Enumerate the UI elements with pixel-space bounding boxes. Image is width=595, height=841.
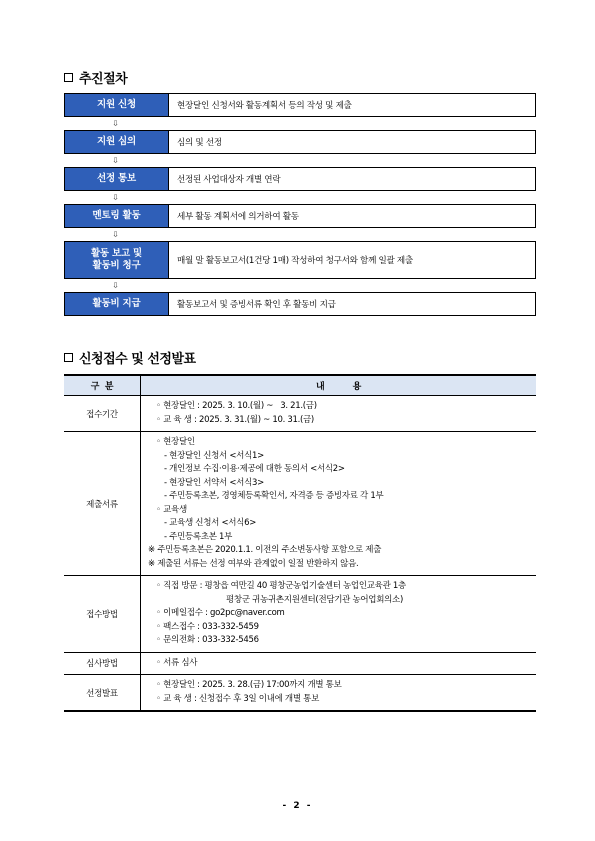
content-note: ※ 주민등록초본은 2020.1.1. 이전의 주소변동사항 포함으로 제출 [148, 545, 382, 555]
row-label: 접수방법 [64, 576, 141, 653]
row-content [141, 432, 537, 576]
table-header-content: 내 용 [141, 375, 537, 396]
content-line: 평창군 귀농귀촌지원센터(전담기관 농어업회의소) [226, 594, 403, 605]
table-row [64, 432, 536, 576]
content-line: ◦ 문의전화 : 033-332-5456 [156, 635, 259, 645]
section-title-text: 신청접수 및 선정발표 [79, 352, 196, 367]
down-arrow-icon: ⇩ [112, 156, 119, 165]
flow-step-label: 선정 통보 [65, 168, 169, 190]
table-header-category: 구 분 [64, 375, 141, 396]
content-note: ※ 제출된 서류는 선정 여부와 관계없이 일절 반환하지 않음. [148, 558, 359, 569]
row-label: 제출서류 [64, 432, 141, 576]
table-row [64, 396, 536, 432]
application-table [64, 374, 536, 712]
flow-step [64, 292, 536, 316]
row-content [141, 576, 537, 653]
flow-step-desc: 선정된 사업대상자 개별 연락 [177, 175, 281, 185]
content-line: - 현장달인 서약서 <서식3> [164, 477, 264, 488]
content-line: ◦ 현장달인 [156, 437, 195, 447]
flow-step-desc: 현장달인 신청서와 활동계획서 등의 작성 및 제출 [177, 101, 352, 111]
section-title-application [64, 348, 196, 367]
row-label: 심사방법 [64, 652, 141, 675]
flow-step [64, 130, 536, 154]
content-line: - 주민등록초본 1부 [164, 531, 233, 542]
flow-step-desc: 심의 및 선정 [177, 138, 222, 148]
flow-step [64, 167, 536, 191]
flow-step-label: 지원 신청 [65, 94, 169, 116]
row-label: 선정발표 [64, 675, 141, 712]
content-line: ◦ 교 육 생 : 2025. 3. 31.(월) ~ 10. 31.(금) [156, 414, 314, 425]
flow-step [64, 241, 536, 279]
page-number: - 2 - [282, 801, 313, 811]
content-line: - 주민등록초본, 경영체등록확인서, 자격증 등 증빙자료 각 1부 [164, 491, 384, 501]
content-line: ◦ 교 육 생 : 신청접수 후 3일 이내에 개별 통보 [156, 693, 319, 704]
flow-step-label: 멘토링 활동 [65, 205, 169, 227]
content-line: ◦ 현장달인 : 2025. 3. 28.(금) 17:00까지 개별 통보 [156, 680, 342, 690]
square-bullet-icon [64, 73, 73, 82]
down-arrow-icon: ⇩ [112, 281, 119, 290]
section-title-text: 추진절차 [79, 72, 128, 87]
flow-step [64, 204, 536, 228]
flow-step-desc: 세부 활동 계획서에 의거하여 활동 [177, 212, 299, 222]
content-line: - 현장달인 신청서 <서식1> [164, 450, 264, 461]
procedure-flow [64, 93, 536, 316]
content-line: ◦ 교육생 [156, 504, 187, 515]
flow-step-label: 활동비 지급 [65, 293, 169, 315]
content-line: ◦ 현장달인 : 2025. 3. 10.(월) ~ 3. 21.(금) [156, 401, 317, 411]
down-arrow-icon: ⇩ [112, 119, 119, 128]
flow-step-desc: 매월 말 활동보고서(1건당 1매) 작성하여 청구서와 함께 일괄 제출 [177, 256, 413, 266]
content-line: - 교육생 신청서 <서식6> [164, 518, 257, 528]
down-arrow-icon: ⇩ [112, 230, 119, 239]
flow-step [64, 93, 536, 117]
table-row [64, 576, 536, 653]
flow-step-label: 지원 심의 [65, 131, 169, 153]
flow-step-label-line: 활동 보고 및 [90, 248, 143, 260]
content-line: ◦ 서류 심사 [156, 657, 198, 668]
table-header-row [64, 375, 536, 396]
content-line: ◦ 이메일접수 : go2pc@naver.com [156, 608, 285, 618]
table-row [64, 675, 536, 712]
flow-step-label [65, 242, 169, 278]
flow-step-desc: 활동보고서 및 증빙서류 확인 후 활동비 지급 [177, 300, 336, 310]
section-title-procedure [64, 68, 127, 87]
row-content [141, 396, 537, 432]
row-content [141, 675, 537, 712]
table-row [64, 652, 536, 675]
down-arrow-icon: ⇩ [112, 193, 119, 202]
content-line: ◦ 팩스접수 : 033-332-5459 [156, 621, 259, 632]
square-bullet-icon [64, 353, 73, 362]
content-line: - 개인정보 수집·이용·제공에 대한 동의서 <서식2> [164, 464, 345, 474]
row-label: 접수기간 [64, 396, 141, 432]
content-line: ◦ 직접 방문 : 평창읍 여만길 40 평창군농업기술센터 농업인교육관 1층 [156, 581, 406, 591]
row-content [141, 652, 537, 675]
flow-step-label-line: 활동비 청구 [92, 260, 141, 271]
